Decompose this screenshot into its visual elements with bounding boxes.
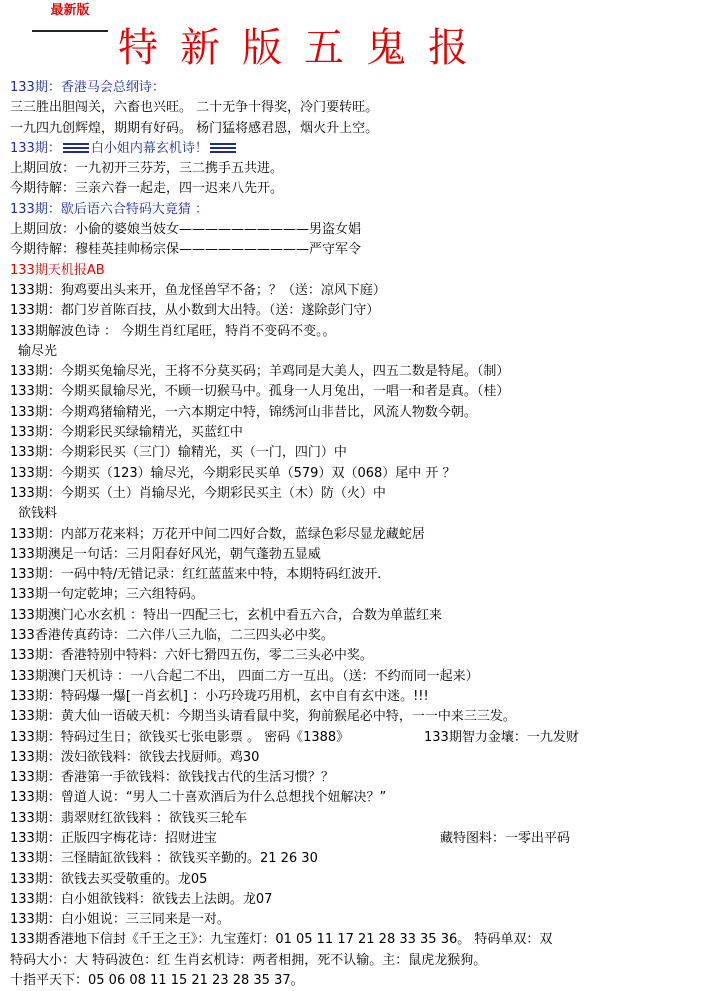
content-line [10,545,700,565]
content-line [10,362,700,382]
line-text: 133期：曾道人说：“男人二十喜欢酒后为什么总想找个妞解决？” [10,790,387,806]
content-line [10,525,700,545]
content-line [10,829,700,849]
line-text: 133期澳足一句话：三月阳春好风光，朝气蓬勃五显威 [10,546,321,562]
content-line [10,342,700,362]
line-text: 133期：正版四字梅花诗：招财进宝 [10,830,217,846]
content-line [10,139,700,159]
content-line [10,159,700,179]
line-text: 特码大小：大 特码波色：红 生肖玄机诗：两者相拥，死不认输。主：鼠虎龙猴狗。 [10,952,487,968]
line-text: 输尽光 [18,343,58,359]
line-text: 133期：今期彩民买绿输精光，买蓝红中 [10,425,243,441]
content-line [10,707,700,727]
line-text: 133期：特码过生日；欲钱买七张电影票 。 密码《1388》 [10,729,350,745]
content-line [10,890,700,910]
line-text: 133期：香港特别中特料：六奸七猾四五伤，零二三头必中奖。 [10,648,373,664]
line-text: 133期澳门天机诗 ：一八合起二不出， 四面二方一互出。（送：不约而同一起来） [10,668,479,684]
content-line [10,261,700,281]
edition-badge [32,0,108,32]
content-line [10,606,700,626]
content-line [10,322,700,342]
line-text: 十指平天下：05 06 08 11 15 21 23 28 35 37。 [10,973,304,989]
content-line [10,910,700,930]
content-line [10,768,700,788]
content-line [10,565,700,585]
line-text: 133期：内部万花来料；万花开中间二四好合数，蓝绿色彩尽显龙藏蛇居 [10,526,425,542]
line-right-text: 133期智力金壤：一九发财 [424,729,579,745]
line-text: 133期：一码中特/无错记录：红红蓝蓝来中特，本期特码红波开. [10,567,382,583]
line-text: 133期：白小姐欲钱料：欲钱去上法朗。龙07 [10,891,273,907]
line-text: 133期天机报AB [10,262,105,278]
line-text: 白小姐内幕玄机诗！ [90,140,208,156]
content-line [10,687,700,707]
line-text: 133香港传真药诗：二六伴八三九临，二三四头必中奖。 [10,628,334,644]
content-line [10,504,700,524]
line-text: 133期：今期买（123）输尽光，今期彩民买单（579）双（068）尾中 开 ？ [10,465,456,481]
content-line [10,870,700,890]
badge-underline [32,30,108,32]
line-text: 133期：泼妇欲钱料：欲钱去找厨师。鸡30 [10,749,260,765]
line-text: 133期：香港马会总纲诗： [10,80,165,95]
line-text: 133期：特码爆一爆[一肖玄机] ：小巧玲珑巧用机，玄中自有玄中迷。!!! [10,688,429,704]
line-text: 欲钱料 [18,506,58,522]
line-text: 133期：翡翠财红欲钱料 ：欲钱买三轮车 [10,810,247,826]
line-text: 133期：今期鸡猪输精光，一六本期定中特，锦绣河山非昔比，风流人物数今朝。 [10,404,477,420]
content-line [10,464,700,484]
content-line [10,281,700,301]
line-text: 133期解波色诗 ： 今期生肖红尾旺，特肖不变码不变。。 [10,323,336,339]
content-line [10,626,700,646]
line-text: 今期待解：穆桂英挂帅杨宗保——————————严守军令 [10,242,362,258]
line-text: 133期香港地下信封《千王之王》：九宝莲灯：01 05 11 17 21 28 33 35 36。 特码单双：双 [10,932,553,948]
content-line [10,423,700,443]
line-text: 133期：今期买兔输尽光，王将不分莫买码；羊鸡同是大美人，四五二数是特尾。（制） [10,364,510,380]
page-title: 特新版五鬼报 [118,25,490,71]
content-line [10,179,700,199]
line-text: 上期回放：小偷的婆娘当妓女——————————男盗女娼 [10,222,362,238]
line-text: 三三胜出胆闯关，六畜也兴旺。 二十无争十得奖，冷门要转旺。 [10,100,379,116]
content-line [10,78,700,98]
line-text: 133期：今期买（土）肖输尽光，今期彩民买主（木）防（火）中 [10,485,386,501]
content-line [10,301,700,321]
content-line [10,951,700,971]
content-line [10,98,700,118]
content-line [10,971,700,991]
content-line [10,484,700,504]
content-line [10,667,700,687]
line-text: 一九四九创辉煌，期期有好码。 杨门猛将感君恩，烟火升上空。 [10,120,379,136]
line-text: 133期：三怪睛缸欲钱料 ：欲钱买辛勤的。21 26 30 [10,851,318,867]
content-line [10,748,700,768]
content-line [10,788,700,808]
flag-icon [210,143,236,153]
content-line [10,646,700,666]
content-line [10,119,700,139]
content-line [10,930,700,950]
line-text: 133期： [10,140,61,156]
line-text: 133期：今期彩民买（三门）输精光，买（一门，四门）中 [10,445,347,461]
line-text: 133期：狗鸡要出头来开，鱼龙怪兽罕不备；？（送：凉风下庭） [10,282,386,298]
line-right-text: 藏特图料：一零出平码 [440,830,571,846]
content-line [10,728,700,748]
content-line [10,220,700,240]
line-text: 133期：香港第一手欲钱料：欲钱找古代的生活习惯？？ [10,770,334,786]
line-text: 133期一句定乾坤；三六组特码。 [10,587,204,603]
content-line [10,809,700,829]
content-line [10,585,700,605]
content-line [10,849,700,869]
line-text: 133期：今期买鼠输尽光，不顾一切猴马中。孤身一人月兔出，一唱一和者是真。（桂） [10,384,510,400]
content-line [10,403,700,423]
content-line [10,240,700,260]
flag-icon [63,143,89,153]
line-text: 今期待解：三亲六眷一起走，四一迟来八先开。 [10,181,284,197]
content-lines [10,78,700,991]
line-text: 133期：歇后语六合特码大竟猜 ： [10,201,208,217]
line-text: 133期：白小姐说：三三同来是一对。 [10,912,230,928]
content-line [10,382,700,402]
line-text: 上期回放：一九初开三芬芳，三二携手五共进。 [10,161,284,177]
line-text: 133期：欲钱去买受敬重的。龙05 [10,871,208,887]
edition-badge-label: 最新版 [50,3,90,18]
content-line [10,200,700,220]
content-line [10,443,700,463]
line-text: 133期：都门岁首陈百技，从小数到大出特。（送：遂除彭门守） [10,303,380,319]
line-text: 133期：黄大仙一语破天机：今期当头请看鼠中奖，狗前猴尾必中特，一一中来三三发。 [10,709,516,725]
line-text: 133期澳门心水玄机 ：特出一四配三七，玄机中看五六合，合数为单蓝红来 [10,607,442,623]
